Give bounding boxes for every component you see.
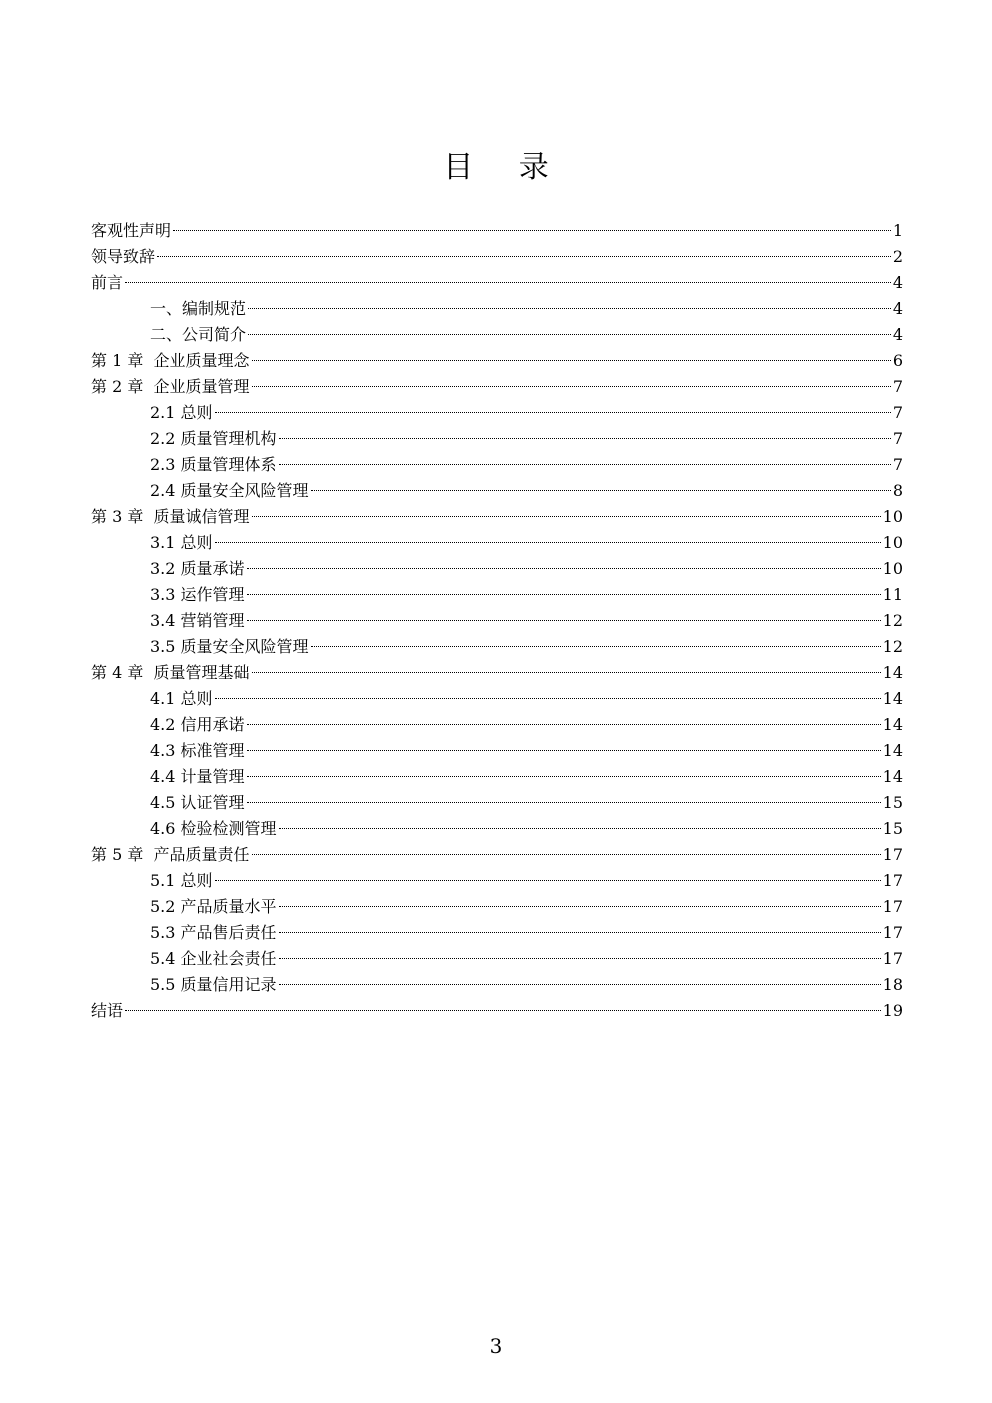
toc-entry-label: 结语	[91, 1001, 124, 1020]
toc-entry-page: 17	[882, 949, 903, 968]
toc-entry-label: 3.2 质量承诺	[150, 559, 245, 578]
toc-dot-leader	[279, 958, 881, 959]
toc-dot-leader	[125, 1010, 881, 1011]
toc-entry-page: 4	[892, 273, 903, 292]
toc-entry[interactable]	[91, 868, 903, 894]
toc-entry-label: 2.2 质量管理机构	[150, 429, 277, 448]
toc-entry-label: 第 4 章 质量管理基础	[91, 663, 250, 682]
toc-dot-leader	[248, 334, 891, 335]
toc-entry-page: 8	[892, 481, 903, 500]
toc-entry-page: 17	[882, 923, 903, 942]
toc-entry-page: 14	[882, 689, 903, 708]
toc-entry-page: 7	[892, 377, 903, 396]
toc-entry-label: 2.1 总则	[150, 403, 213, 422]
toc-entry-page: 2	[892, 247, 903, 266]
toc-dot-leader	[279, 984, 881, 985]
toc-entry[interactable]	[91, 478, 903, 504]
table-of-contents	[91, 218, 903, 1024]
toc-entry-label: 5.4 企业社会责任	[150, 949, 277, 968]
toc-dot-leader	[279, 828, 881, 829]
toc-entry-label: 2.3 质量管理体系	[150, 455, 277, 474]
toc-entry[interactable]	[91, 374, 903, 400]
toc-dot-leader	[279, 906, 881, 907]
toc-entry-label: 5.1 总则	[150, 871, 213, 890]
toc-entry[interactable]	[91, 790, 903, 816]
toc-entry-page: 14	[882, 767, 903, 786]
toc-entry-page: 15	[882, 819, 903, 838]
toc-entry-label: 第 1 章 企业质量理念	[91, 351, 250, 370]
toc-entry-label: 3.5 质量安全风险管理	[150, 637, 309, 656]
toc-dot-leader	[252, 360, 891, 361]
toc-dot-leader	[215, 412, 891, 413]
toc-entry-label: 5.3 产品售后责任	[150, 923, 277, 942]
toc-entry[interactable]	[91, 400, 903, 426]
toc-dot-leader	[279, 932, 881, 933]
toc-dot-leader	[215, 542, 881, 543]
toc-entry-label: 4.5 认证管理	[150, 793, 245, 812]
toc-dot-leader	[247, 776, 881, 777]
toc-entry-label: 4.1 总则	[150, 689, 213, 708]
toc-entry-page: 14	[882, 663, 903, 682]
toc-entry-page: 4	[892, 299, 903, 318]
toc-entry[interactable]	[91, 764, 903, 790]
toc-entry-label: 2.4 质量安全风险管理	[150, 481, 309, 500]
toc-entry-label: 第 2 章 企业质量管理	[91, 377, 250, 396]
toc-dot-leader	[247, 750, 881, 751]
toc-entry-page: 7	[892, 429, 903, 448]
toc-entry-page: 11	[882, 585, 903, 604]
toc-entry[interactable]	[91, 608, 903, 634]
toc-entry[interactable]	[91, 322, 903, 348]
toc-dot-leader	[252, 386, 891, 387]
toc-entry[interactable]	[91, 426, 903, 452]
toc-entry[interactable]	[91, 660, 903, 686]
toc-entry-page: 17	[882, 845, 903, 864]
toc-dot-leader	[247, 620, 881, 621]
page-number: 3	[489, 1334, 503, 1358]
toc-dot-leader	[252, 516, 881, 517]
toc-dot-leader	[173, 230, 891, 231]
toc-entry-page: 17	[882, 897, 903, 916]
toc-entry-label: 前言	[91, 273, 124, 292]
toc-entry-page: 17	[882, 871, 903, 890]
toc-entry-label: 4.4 计量管理	[150, 767, 245, 786]
toc-entry[interactable]	[91, 556, 903, 582]
toc-entry-label: 第 3 章 质量诚信管理	[91, 507, 250, 526]
toc-entry[interactable]	[91, 738, 903, 764]
toc-entry-page: 10	[882, 533, 903, 552]
toc-entry[interactable]	[91, 452, 903, 478]
toc-entry-label: 领导致辞	[91, 247, 156, 266]
toc-dot-leader	[248, 308, 891, 309]
toc-dot-leader	[279, 464, 891, 465]
toc-entry-label: 4.2 信用承诺	[150, 715, 245, 734]
toc-entry-label: 二、公司简介	[150, 325, 247, 344]
toc-entry-page: 10	[882, 559, 903, 578]
toc-entry[interactable]	[91, 504, 903, 530]
toc-entry[interactable]	[91, 998, 903, 1024]
toc-entry-page: 1	[892, 221, 903, 240]
toc-entry[interactable]	[91, 270, 903, 296]
toc-dot-leader	[215, 698, 881, 699]
toc-entry[interactable]	[91, 218, 903, 244]
toc-entry[interactable]	[91, 582, 903, 608]
toc-entry-label: 5.5 质量信用记录	[150, 975, 277, 994]
toc-entry-label: 3.3 运作管理	[150, 585, 245, 604]
toc-dot-leader	[252, 854, 881, 855]
toc-entry[interactable]	[91, 712, 903, 738]
toc-entry-page: 19	[882, 1001, 903, 1020]
toc-dot-leader	[311, 490, 891, 491]
toc-entry[interactable]	[91, 816, 903, 842]
toc-entry-page: 10	[882, 507, 903, 526]
toc-entry-label: 客观性声明	[91, 221, 172, 240]
toc-dot-leader	[247, 594, 881, 595]
toc-entry[interactable]	[91, 296, 903, 322]
toc-entry-page: 12	[882, 637, 903, 656]
toc-dot-leader	[247, 724, 881, 725]
toc-entry-page: 7	[892, 403, 903, 422]
toc-dot-leader	[157, 256, 891, 257]
toc-entry-page: 4	[892, 325, 903, 344]
toc-entry[interactable]	[91, 634, 903, 660]
toc-entry-page: 12	[882, 611, 903, 630]
toc-entry[interactable]	[91, 920, 903, 946]
toc-entry-label: 一、编制规范	[150, 299, 247, 318]
toc-dot-leader	[247, 568, 881, 569]
toc-dot-leader	[215, 880, 881, 881]
toc-entry-page: 15	[882, 793, 903, 812]
toc-entry[interactable]	[91, 244, 903, 270]
toc-entry-label: 4.6 检验检测管理	[150, 819, 277, 838]
toc-entry-label: 第 5 章 产品质量责任	[91, 845, 250, 864]
toc-entry-page: 6	[892, 351, 903, 370]
toc-entry-label: 5.2 产品质量水平	[150, 897, 277, 916]
toc-entry[interactable]	[91, 348, 903, 374]
toc-entry-page: 14	[882, 741, 903, 760]
toc-entry[interactable]	[91, 686, 903, 712]
toc-entry[interactable]	[91, 530, 903, 556]
toc-dot-leader	[279, 438, 891, 439]
toc-entry[interactable]	[91, 972, 903, 998]
toc-entry-label: 3.4 营销管理	[150, 611, 245, 630]
toc-entry-label: 4.3 标准管理	[150, 741, 245, 760]
toc-entry-label: 3.1 总则	[150, 533, 213, 552]
toc-dot-leader	[252, 672, 881, 673]
toc-entry[interactable]	[91, 946, 903, 972]
page-title: 目 录	[443, 150, 567, 186]
toc-entry[interactable]	[91, 842, 903, 868]
toc-dot-leader	[311, 646, 881, 647]
toc-entry-page: 7	[892, 455, 903, 474]
toc-entry[interactable]	[91, 894, 903, 920]
toc-entry-page: 18	[882, 975, 903, 994]
toc-dot-leader	[125, 282, 891, 283]
toc-entry-page: 14	[882, 715, 903, 734]
toc-dot-leader	[247, 802, 881, 803]
